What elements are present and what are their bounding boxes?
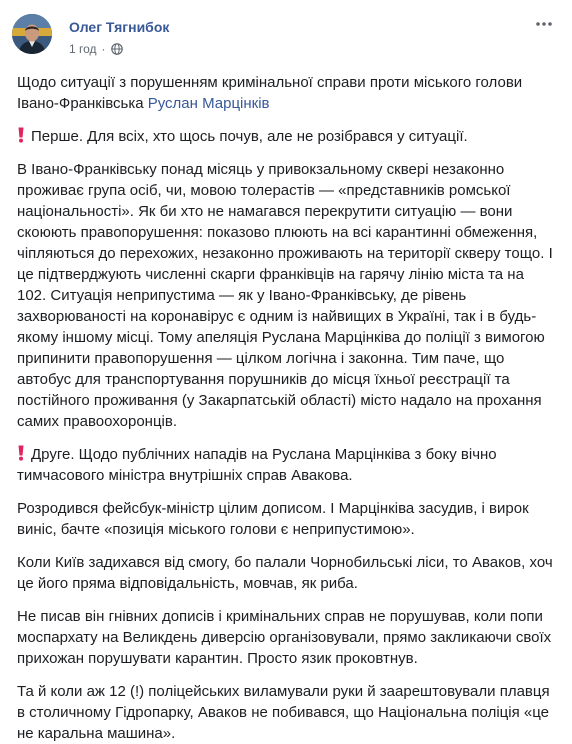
post-paragraph-second-point <box>17 444 556 486</box>
intro-text: Щодо ситуації з порушенням кримінальної справи проти міського голови Івано-Франківська <box>17 74 523 112</box>
more-icon <box>536 22 552 26</box>
post-paragraph-minister: Розродився фейсбук-міністр цілим дописом. І Марцінківа засудив, і вирок виніс, бачте «позиція міського голови є неприпустимою». <box>17 500 529 538</box>
exclamation-icon <box>17 127 25 143</box>
post-paragraph-first-point <box>17 126 556 147</box>
second-point-text: Друге. Щодо публічних нападів на Руслана Марцінківа з боку вічно тимчасового міністра внутрішніх справ Авакова. <box>17 446 497 484</box>
post-paragraph-smog: Коли Київ задихався від смогу, бо палали Чорнобильські ліси, то Аваков, хоч це його пряма відповідальність, мовчав, як риба. <box>17 554 553 592</box>
post-header <box>17 0 556 72</box>
post-paragraph-easter: Не писав він гнівних дописів і кримінальних справ не порушував, коли попи моспархату на Великдень диверсію організовували, прямо закликаючи своїх прихожан порушувати карантин. Просто язик проковтнув. <box>17 608 552 667</box>
mention-link[interactable]: Руслан Марцінків <box>147 95 270 112</box>
post-timestamp[interactable]: 1 год <box>69 42 97 56</box>
first-point-text: Перше. Для всіх, хто щось почув, але не розібрався у ситуації. <box>31 128 468 145</box>
post-meta <box>69 42 123 56</box>
post-paragraph-situation: В Івано-Франківську понад місяць у привокзальному сквері незаконно проживає група осіб, чи, мовою толерастів — «представників ромської національності». Як би хто не намагався перекрутити ситуацію — вони скоюють правопорушення: показово плюють на всі карантинні обмеження, чіпляються до перехожих, незаконно проживають на території скверу тощо. І це підтверджують численні скарги франківців на гарячу лінію міста та на 102. Ситуація неприпустима — як у Івано-Франківську, де рівень захворюваності на коронавірус є одним із найвищих в Україні, так і в будь-якому іншому місці. Тому апеляція Руслана Марцінківа до поліції з вимогою припинити правопорушення — цілком логічна і законна. Тим паче, що автобус для транспортування порушників до місця їхньої реєстрації та постійного проживання (у Закарпатській області) місто надало на прохання самих правоохоронців. <box>17 161 553 430</box>
avatar[interactable] <box>12 14 52 54</box>
post-paragraph-hydropark: Та й коли аж 12 (!) поліцейських виламували руки й заарештовували плавця в столичному Гідропарку, Аваков не побивався, що Національна поліція «це не каральна машина». <box>17 683 550 742</box>
post-paragraph-intro <box>17 72 556 114</box>
author-name[interactable]: Олег Тягнибок <box>69 19 170 35</box>
meta-separator: · <box>101 42 106 56</box>
post-menu-button[interactable] <box>534 14 554 34</box>
post-body <box>17 72 556 744</box>
exclamation-icon <box>17 445 25 461</box>
globe-icon <box>111 43 123 55</box>
avatar-photo <box>12 14 52 54</box>
